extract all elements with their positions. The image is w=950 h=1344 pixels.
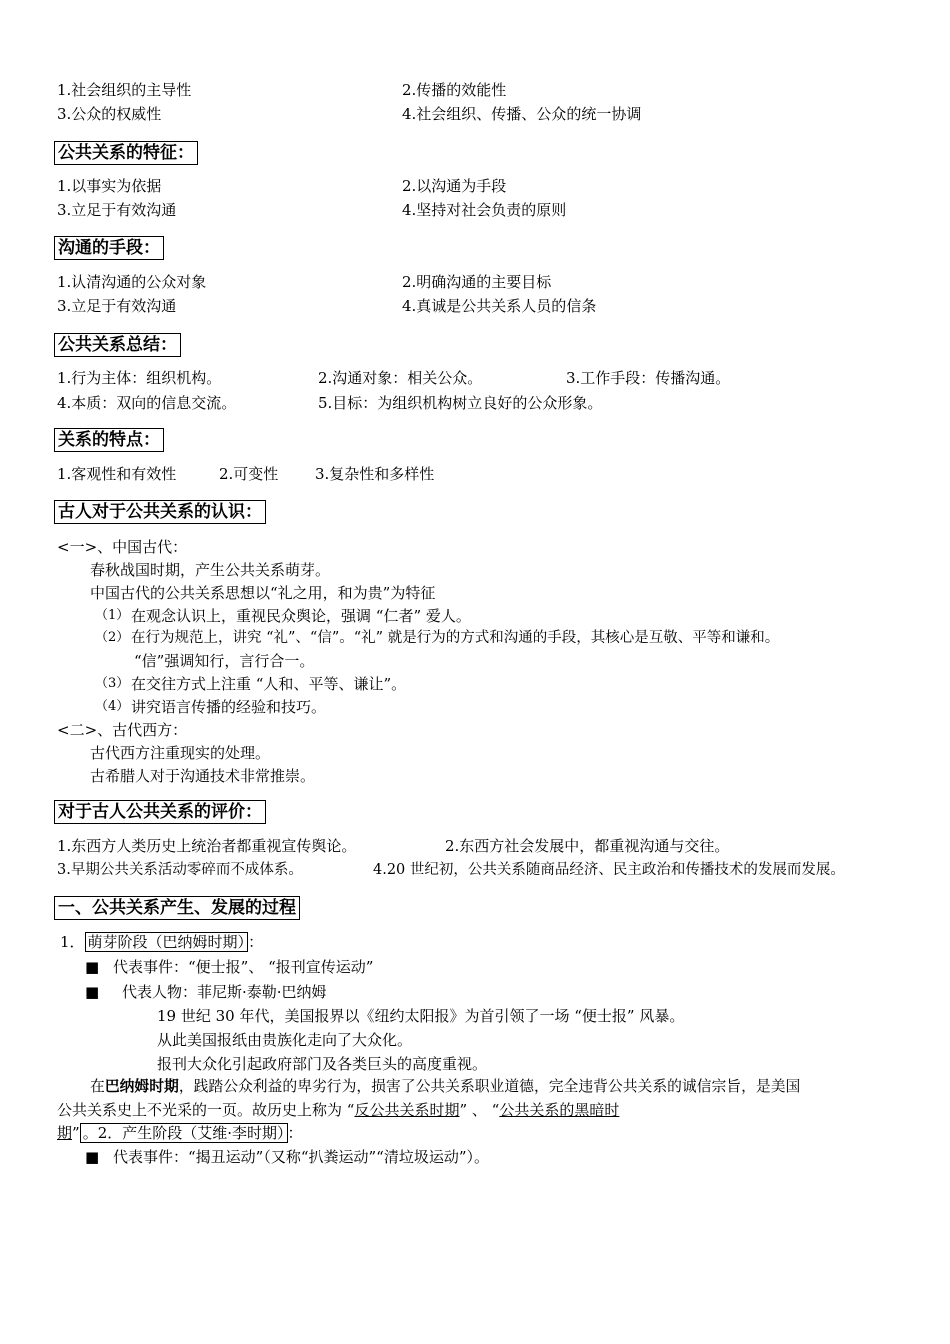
features-item-3: 3.立足于有效沟通 bbox=[57, 201, 177, 219]
paragraph-line-1: 在巴纳姆时期，践踏公众利益的卑劣行为，损害了公共关系职业道德，完全违背公共关系的诚信宗旨，是美国 bbox=[90, 1078, 801, 1095]
west-line-1: 古代西方注重现实的处理。 bbox=[90, 744, 271, 762]
features-item-2: 2.以沟通为手段 bbox=[402, 177, 507, 195]
paragraph-line-3: 期” 。2．产生阶段（艾维·李时期） ： bbox=[57, 1124, 303, 1142]
stage1-line bbox=[60, 932, 263, 952]
relation-item-3: 3.复杂性和多样性 bbox=[315, 465, 435, 483]
item-1: 1.社会组织的主导性 bbox=[57, 81, 192, 99]
summary-item-4: 4.本质：双向的信息交流。 bbox=[57, 394, 237, 412]
stage1-label: 萌芽阶段（巴纳姆时期） bbox=[85, 932, 249, 952]
means-item-4: 4.真诚是公共关系人员的信条 bbox=[402, 297, 597, 315]
means-item-1: 1.认清沟通的公众对象 bbox=[57, 273, 207, 291]
features-item-1: 1.以事实为依据 bbox=[57, 177, 162, 195]
point-2-num: （2） bbox=[95, 630, 130, 645]
detail-3: 报刊大众化引起政府部门及各类巨头的高度重视。 bbox=[157, 1055, 488, 1073]
evaluation-item-2: 2.东西方社会发展中，都重视沟通与交往。 bbox=[445, 837, 730, 855]
item-3: 3.公众的权威性 bbox=[57, 105, 162, 123]
point-4-text: 讲究语言传播的经验和技巧。 bbox=[131, 698, 327, 716]
bullet-icon: ■ bbox=[85, 983, 100, 1001]
summary-item-1: 1.行为主体：组织机构。 bbox=[57, 369, 222, 387]
event1: 代表事件：“便士报”、 “报刊宣传运动” bbox=[113, 958, 374, 976]
summary-item-3: 3.工作手段：传播沟通。 bbox=[566, 369, 731, 387]
summary-item-2: 2.沟通对象：相关公众。 bbox=[318, 369, 483, 387]
barnum-period: 巴纳姆时期 bbox=[104, 1078, 179, 1095]
means-item-2: 2.明确沟通的主要目标 bbox=[402, 273, 552, 291]
summary-item-5: 5.目标：为组织机构树立良好的公众形象。 bbox=[318, 394, 603, 412]
china-line-1: 春秋战国时期，产生公共关系萌芽。 bbox=[90, 561, 331, 579]
detail-1: 19 世纪 30 年代，美国报界以《纽约太阳报》为首引领了一场 “便士报” 风暴。 bbox=[157, 1007, 685, 1025]
relation-heading: 关系的特点： bbox=[54, 428, 164, 452]
means-heading: 沟通的手段： bbox=[54, 236, 164, 260]
evaluation-heading: 对于古人公共关系的评价： bbox=[54, 800, 266, 824]
person1: 代表人物：菲尼斯·泰勒·巴纳姆 bbox=[122, 983, 327, 1001]
bullet-icon: ■ bbox=[85, 958, 100, 976]
china-heading: <一>、中国古代： bbox=[57, 538, 188, 556]
ancient-heading: 古人对于公共关系的认识： bbox=[54, 500, 266, 524]
evaluation-item-1: 1.东西方人类历史上统治者都重视宣传舆论。 bbox=[57, 837, 357, 855]
relation-item-2: 2.可变性 bbox=[219, 465, 279, 483]
stage1-number: 1． bbox=[60, 933, 85, 951]
stage2-label: 。2．产生阶段（艾维·李时期） bbox=[80, 1123, 288, 1143]
detail-2: 从此美国报纸由贵族化走向了大众化。 bbox=[157, 1031, 413, 1049]
stage2-colon: ： bbox=[287, 1124, 303, 1142]
point-3-num: （3） bbox=[95, 676, 130, 691]
anti-pr-period: 反公共关系时期 bbox=[354, 1101, 460, 1119]
west-heading: <二>、古代西方： bbox=[57, 721, 188, 739]
point-1-num: （1） bbox=[95, 608, 130, 623]
process-heading: 一、公共关系产生、发展的过程 bbox=[54, 896, 300, 920]
point-1-text: 在观念认识上，重视民众舆论，强调 “仁者” 爱人。 bbox=[131, 607, 471, 625]
means-item-3: 3.立足于有效沟通 bbox=[57, 297, 177, 315]
china-line-2: 中国古代的公共关系思想以“礼之用，和为贵”为特征 bbox=[90, 584, 436, 602]
summary-heading: 公共关系总结： bbox=[54, 333, 181, 357]
paragraph-line-2: 公共关系史上不光采的一页。故历史上称为 “反公共关系时期” 、 “公共关系的黑暗时 bbox=[57, 1101, 620, 1119]
dark-period: 公共关系的黑暗时 bbox=[499, 1101, 620, 1119]
features-item-4: 4.坚持对社会负责的原则 bbox=[402, 201, 567, 219]
point-2-continued: “信”强调知行，言行合一。 bbox=[134, 652, 315, 670]
bullet-icon: ■ bbox=[85, 1148, 100, 1166]
event2: 代表事件：“揭丑运动”（又称“扒粪运动”“清垃圾运动”）。 bbox=[113, 1148, 490, 1166]
point-4-num: （4） bbox=[95, 699, 130, 714]
features-heading: 公共关系的特征： bbox=[54, 141, 198, 165]
point-3-text: 在交往方式上注重 “人和、平等、谦让”。 bbox=[131, 675, 407, 693]
item-4: 4.社会组织、传播、公众的统一协调 bbox=[402, 105, 642, 123]
west-line-2: 古希腊人对于沟通技术非常推崇。 bbox=[90, 767, 316, 785]
item-2: 2.传播的效能性 bbox=[402, 81, 507, 99]
evaluation-item-4: 4.20 世纪初，公共关系随商品经济、民主政治和传播技术的发展而发展。 bbox=[373, 862, 845, 878]
stage1-colon: ： bbox=[248, 933, 264, 951]
relation-item-1: 1.客观性和有效性 bbox=[57, 465, 177, 483]
evaluation-item-3: 3.早期公共关系活动零碎而不成体系。 bbox=[57, 862, 303, 878]
point-2-text: 在行为规范上，讲究 “礼”、“信”。“礼” 就是行为的方式和沟通的手段，其核心是互敬、平等和谦和。 bbox=[131, 630, 780, 646]
